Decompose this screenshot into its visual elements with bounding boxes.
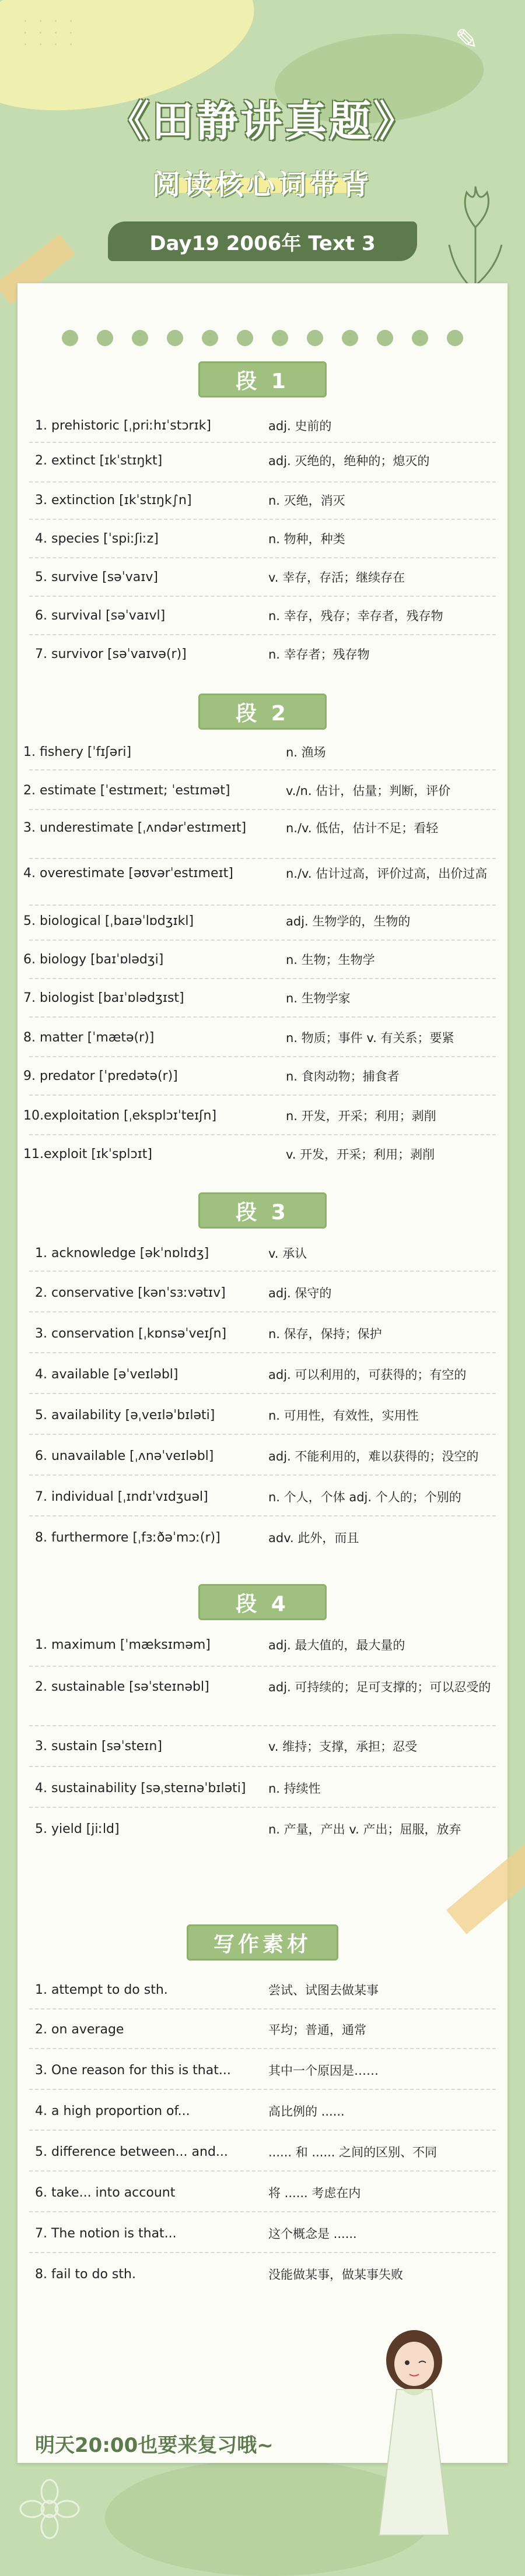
divider — [29, 2008, 496, 2010]
divider — [29, 1016, 496, 1018]
divider — [29, 2089, 496, 2090]
decorative-dots: · · · · · · · · · · · · — [23, 15, 76, 52]
vocab-definition: n. 渔场 — [286, 745, 326, 759]
vocab-definition: n./v. 低估，估计不足；看轻 — [286, 821, 439, 835]
divider — [29, 557, 496, 558]
divider — [29, 905, 496, 906]
vocab-word: 5. yield [jiːld] — [35, 1822, 120, 1836]
vocab-word: 7. individual [ˌɪndɪˈvɪdʒuəl] — [35, 1490, 208, 1504]
vocab-definition: adj. 史前的 — [268, 419, 332, 433]
divider — [29, 519, 496, 520]
vocab-word: 3. underestimate [ˌʌndərˈestɪmeɪt] — [23, 821, 247, 835]
vocab-definition: adj. 不能利用的，难以获得的；没空的 — [268, 1449, 479, 1463]
vocab-word: 2. estimate [ˈestɪmeɪt; ˈestɪmət] — [23, 783, 230, 798]
section-heading-3: 段 3 — [198, 1192, 327, 1229]
divider — [29, 2048, 496, 2049]
footer-message: 明天20:00也要来复习哦~ — [35, 2434, 274, 2457]
divider — [29, 2252, 496, 2253]
binder-hole — [447, 330, 463, 346]
divider — [29, 1474, 496, 1476]
vocab-word: 1. acknowledge [əkˈnɒlɪdʒ] — [35, 1246, 209, 1261]
vocab-word: 1. maximum [ˈmæksɪməm] — [35, 1638, 211, 1652]
vocab-definition: n. 幸存，残存；幸存者，残存物 — [268, 609, 443, 623]
phrase-meaning: ...... 和 ...... 之间的区别、不同 — [268, 2145, 438, 2159]
phrase-meaning: 将 ...... 考虑在内 — [268, 2186, 361, 2200]
binder-holes — [18, 330, 508, 346]
vocab-definition: adv. 此外，而且 — [268, 1531, 359, 1545]
swirl-icon: ✎ — [455, 23, 479, 56]
phrase-meaning: 这个概念是 ...... — [268, 2227, 357, 2241]
divider — [29, 1271, 496, 1272]
binder-hole — [272, 330, 288, 346]
binder-hole — [342, 330, 358, 346]
vocab-word: 3. extinction [ɪkˈstɪŋk∫n] — [35, 493, 192, 508]
vocab-definition: adj. 保守的 — [268, 1286, 332, 1300]
divider — [29, 1393, 496, 1394]
vocab-word: 6. survival [səˈvaɪvl] — [35, 608, 166, 623]
divider — [29, 1134, 496, 1135]
vocab-definition: v. 承认 — [268, 1247, 307, 1261]
vocab-definition: n./v. 估计过高，评价过高，出价过高 — [286, 867, 488, 881]
vocab-definition: n. 物质；事件 v. 有关系；要紧 — [286, 1031, 454, 1045]
phrase-meaning: 尝试、试图去做某事 — [268, 1983, 379, 1997]
vocab-word: 11.exploit [ɪkˈsplɔɪt] — [23, 1147, 152, 1162]
flower-icon — [18, 2477, 82, 2541]
vocab-definition: n. 食肉动物；捕食者 — [286, 1069, 400, 1083]
binder-hole — [97, 330, 113, 346]
page-title: 《田静讲真题》 — [107, 96, 418, 146]
vocab-word: 6. biology [baɪˈɒlədʒi] — [23, 952, 164, 967]
divider — [29, 1056, 496, 1057]
vocab-word: 3. sustain [səˈsteɪn] — [35, 1739, 162, 1754]
vocab-definition: adj. 可以利用的，可获得的；有空的 — [268, 1368, 467, 1382]
divider — [29, 442, 496, 443]
phrase-meaning: 平均；普通，通常 — [268, 2023, 366, 2037]
phrase: 1. attempt to do sth. — [35, 1983, 168, 1997]
vocab-word: 2. sustainable [səˈsteɪnəbl] — [35, 1680, 209, 1694]
page-subtitle: 阅读核心词带背 — [152, 168, 373, 201]
vocab-definition: n. 持续性 — [268, 1782, 321, 1796]
divider — [29, 1095, 496, 1096]
vocab-word: 5. availability [əˌveɪləˈbɪləti] — [35, 1408, 215, 1423]
vocab-word: 3. conservation [ˌkɒnsəˈveɪʃn] — [35, 1326, 227, 1341]
binder-hole — [237, 330, 253, 346]
phrase: 5. difference between... and... — [35, 2145, 228, 2159]
phrase: 8. fail to do sth. — [35, 2267, 136, 2282]
girl-illustration — [373, 2325, 455, 2547]
binder-hole — [307, 330, 323, 346]
vocab-definition: adj. 最大值的，最大量的 — [268, 1638, 405, 1652]
vocab-definition: n. 可用性，有效性，实用性 — [268, 1409, 419, 1423]
divider — [29, 596, 496, 597]
vocab-word: 1. prehistoric [ˌpriːhɪˈstɔrɪk] — [35, 418, 211, 433]
notebook-paper — [18, 283, 508, 2463]
vocab-word: 9. predator [ˈpredətə(r)] — [23, 1069, 178, 1083]
phrase: 4. a high proportion of... — [35, 2104, 190, 2118]
section-heading-2: 段 2 — [198, 694, 327, 730]
divider — [29, 978, 496, 979]
divider — [29, 1807, 496, 1808]
phrase: 6. take... into account — [35, 2186, 176, 2200]
divider — [29, 858, 496, 859]
vocab-definition: n. 灭绝，消灭 — [268, 494, 345, 508]
divider — [29, 769, 496, 770]
vocab-word: 6. unavailable [ˌʌnəˈveɪləbl] — [35, 1449, 214, 1463]
binder-hole — [377, 330, 393, 346]
vocab-word: 5. survive [səˈvaɪv] — [35, 570, 159, 585]
vocab-word: 7. biologist [baɪˈɒlədʒɪst] — [23, 991, 184, 1005]
vocab-word: 8. matter [ˈmætə(r)] — [23, 1030, 155, 1045]
divider — [29, 1766, 496, 1767]
vocab-word: 10.exploitation [ˌeksplɔɪˈteɪʃn] — [23, 1108, 217, 1123]
binder-hole — [132, 330, 148, 346]
vocab-word: 8. furthermore [ˌfɜːðəˈmɔː(r)] — [35, 1530, 220, 1545]
phrase: 2. on average — [35, 2022, 124, 2037]
divider — [29, 2211, 496, 2212]
vocab-definition: n. 生物学家 — [286, 991, 351, 1005]
vocab-word: 1. fishery [ˈfɪʃəri] — [23, 745, 132, 759]
vocab-definition: n. 开发，开采；利用；剥削 — [286, 1109, 436, 1123]
vocab-definition: v. 幸存，存活；继续存在 — [268, 571, 405, 585]
divider — [29, 1434, 496, 1435]
divider — [29, 634, 496, 635]
divider — [29, 481, 496, 483]
phrase: 3. One reason for this is that... — [35, 2063, 231, 2078]
divider — [29, 809, 496, 810]
vocab-definition: n. 个人，个体 adj. 个人的；个别的 — [268, 1490, 461, 1504]
vocab-definition: n. 保存，保持；保护 — [268, 1327, 382, 1341]
divider — [29, 1515, 496, 1516]
vocab-definition: n. 产量，产出 v. 产出；屈服，放弃 — [268, 1822, 461, 1836]
vocab-definition: v. 维持；支撑，承担；忍受 — [268, 1740, 418, 1754]
vocab-definition: adj. 可持续的；足可支撑的；可以忍受的 — [268, 1680, 491, 1694]
vocab-definition: v./n. 估计，估量；判断，评价 — [286, 784, 451, 798]
vocab-definition: n. 生物；生物学 — [286, 953, 375, 967]
divider — [29, 1666, 496, 1667]
divider — [29, 1352, 496, 1353]
vocab-word: 4. available [əˈveɪləbl] — [35, 1367, 178, 1382]
day-banner: Day19 2006年 Text 3 — [108, 221, 417, 261]
binder-hole — [412, 330, 428, 346]
divider — [29, 2170, 496, 2172]
vocab-word: 4. sustainability [səˌsteɪnəˈbɪləti] — [35, 1781, 246, 1796]
divider — [29, 939, 496, 941]
divider — [29, 1725, 496, 1726]
binder-hole — [167, 330, 183, 346]
phrase-meaning: 高比例的 ...... — [268, 2105, 345, 2118]
vocab-definition: n. 物种，种类 — [268, 532, 345, 546]
binder-hole — [62, 330, 78, 346]
vocab-definition: v. 开发，开采；利用；剥削 — [286, 1148, 435, 1162]
vocab-word: 4. species [ˈspiːʃiːz] — [35, 532, 159, 546]
phrase: 7. The notion is that... — [35, 2226, 177, 2241]
section-heading-4: 段 4 — [198, 1584, 327, 1620]
vocab-definition: n. 幸存者；残存物 — [268, 647, 370, 661]
header — [0, 0, 525, 280]
section-heading-1: 段 1 — [198, 361, 327, 397]
binder-hole — [202, 330, 218, 346]
section-heading-writing: 写作素材 — [187, 1924, 338, 1961]
divider — [29, 1311, 496, 1312]
vocab-word: 2. extinct [ɪkˈstɪŋkt] — [35, 453, 163, 468]
vocab-word: 7. survivor [səˈvaɪvə(r)] — [35, 647, 187, 661]
vocab-definition: adj. 灭绝的，绝种的；熄灭的 — [268, 454, 430, 468]
phrase-meaning: 其中一个原因是…… — [268, 2064, 379, 2078]
divider — [29, 2130, 496, 2131]
vocab-word: 2. conservative [kənˈsɜːvətɪv] — [35, 1286, 226, 1300]
phrase-meaning: 没能做某事，做某事失败 — [268, 2268, 403, 2282]
vocab-word: 5. biological [ˌbaɪəˈlɒdʒɪkl] — [23, 914, 194, 928]
vocab-definition: adj. 生物学的，生物的 — [286, 914, 411, 928]
vocab-word: 4. overestimate [əʊvərˈestɪmeɪt] — [23, 866, 233, 881]
